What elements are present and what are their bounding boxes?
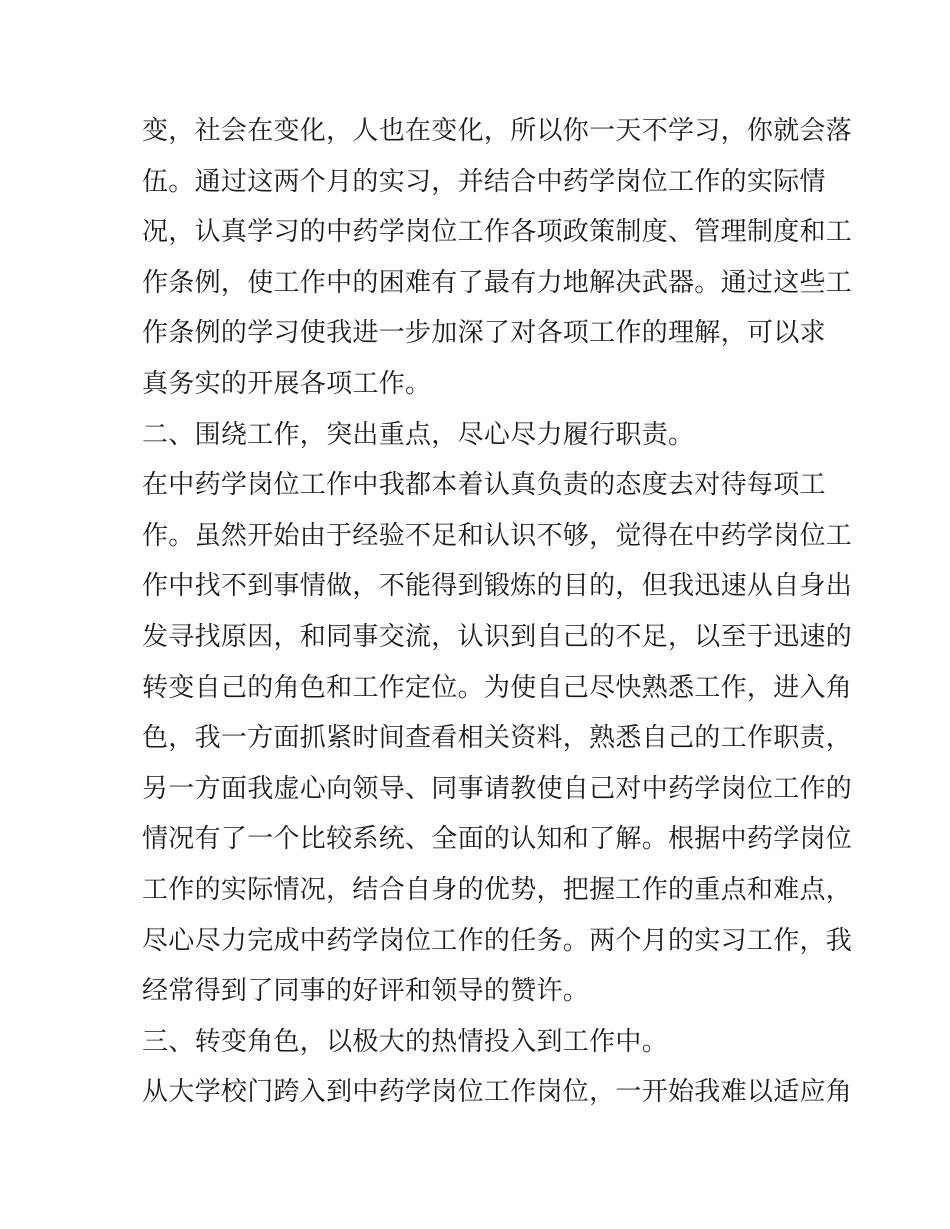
text-line: 作条例，使工作中的困难有了最有力地解决武器。通过这些工 [142, 267, 853, 298]
text-line: 作中找不到事情做，不能得到锻炼的目的，但我迅速从自身出 [142, 571, 853, 602]
text-line: 在中药学岗位工作中我都本着认真负责的态度去对待每项工 [142, 470, 826, 501]
text-line: 经常得到了同事的好评和领导的赞许。 [142, 976, 590, 1007]
text-line: 转变自己的角色和工作定位。为使自己尽快熟悉工作，进入角 [142, 672, 853, 703]
text-line: 工作的实际情况，结合自身的优势，把握工作的重点和难点， [142, 874, 853, 905]
text-line: 从大学校门跨入到中药学岗位工作岗位，一开始我难以适应角 [142, 1077, 853, 1108]
text-line: 尽心尽力完成中药学岗位工作的任务。两个月的实习工作，我 [142, 925, 853, 956]
section-heading: 二、围绕工作，突出重点，尽心尽力履行职责。 [142, 419, 695, 450]
text-line: 伍。通过这两个月的实习，并结合中药学岗位工作的实际情 [142, 166, 826, 197]
section-heading: 三、转变角色，以极大的热情投入到工作中。 [142, 1026, 669, 1057]
text-line: 作。虽然开始由于经验不足和认识不够，觉得在中药学岗位工 [142, 520, 853, 551]
text-line: 另一方面我虚心向领导、同事请教使自己对中药学岗位工作的 [142, 773, 853, 804]
text-line: 真务实的开展各项工作。 [142, 368, 432, 399]
text-line: 变，社会在变化，人也在变化，所以你一天不学习，你就会落 [142, 116, 853, 146]
text-line: 况，认真学习的中药学岗位工作各项政策制度、管理制度和工 [142, 217, 853, 248]
text-line: 作条例的学习使我进一步加深了对各项工作的理解，可以求 [142, 318, 826, 349]
text-line: 色，我一方面抓紧时间查看相关资料，熟悉自己的工作职责， [142, 723, 853, 754]
text-line: 发寻找原因，和同事交流，认识到自己的不足，以至于迅速的 [142, 621, 853, 652]
document-body [142, 106, 853, 1118]
text-line: 情况有了一个比较系统、全面的认知和了解。根据中药学岗位 [142, 824, 853, 855]
